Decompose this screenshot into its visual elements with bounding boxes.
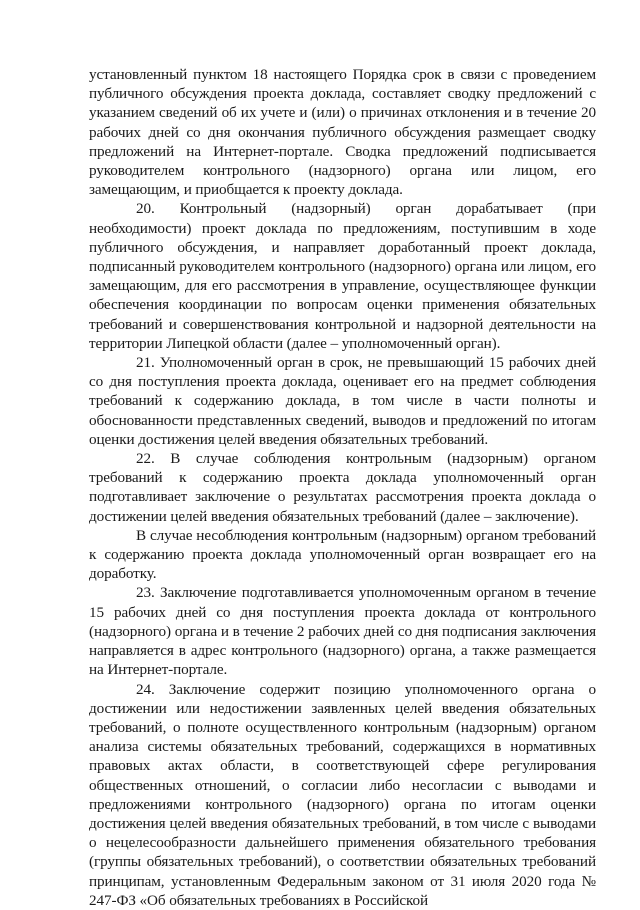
document-body [89, 65, 596, 910]
paragraph-24: 24. Заключение содержит позицию уполномоченного органа о достижении или недостижении заявленных целей введения обязательных требований, о полноте осуществленного контрольным (надзорным) органом анализа системы обязательных требований, содержащихся в нормативных правовых актах области, в соответствующей сфере регулирования общественных отношений, о согласии либо несогласии с выводами и предложениями контрольного (надзорного) органа по итогам оценки достижения целей введения обязательных требований, в том числе с выводами о нецелесообразности дальнейшего применения обязательного требования (группы обязательных требований), о соответствии обязательных требований принципам, установленным Федеральным законом от 31 июля 2020 года № 247-ФЗ «Об обязательных требованиях в Российской [89, 680, 596, 909]
paragraph-21: 21. Уполномоченный орган в срок, не превышающий 15 рабочих дней со дня поступления проекта доклада, оценивает его на предмет соблюдения требований к содержанию доклада, в том числе в части полноты и обоснованности представленных сведений, выводов и предложений по итогам оценки достижения целей введения обязательных требований. [89, 354, 596, 448]
paragraph-22-nonconformity: В случае несоблюдения контрольным (надзорным) органом требований к содержанию проекта доклада уполномоченный орган возвращает его на доработку. [89, 526, 596, 583]
paragraph-19-continuation: установленный пунктом 18 настоящего Порядка срок в связи с проведением публичного обсуждения проекта доклада, составляет сводку предложений с указанием сведений об их учете и (или) о причинах отклонения и в течение 20 рабочих дней со дня окончания публичного обсуждения размещает сводку предложений на Интернет-портале. Сводка предложений подписывается руководителем контрольного (надзорного) органа или лицом, его замещающим, и приобщается к проекту доклада. [89, 66, 596, 199]
paragraph-23: 23. Заключение подготавливается уполномоченным органом в течение 15 рабочих дней со дня поступления проекта доклада от контрольного (надзорного) органа и в течение 2 рабочих дней со дня подписания заключения направляется в адрес контрольного (надзорного) органа, а также размещается на Интернет-портале. [89, 584, 596, 679]
paragraph-22: 22. В случае соблюдения контрольным (надзорным) органом требований к содержанию проекта доклада уполномоченный орган подготавливает заключение о результатах рассмотрения проекта доклада о достижении целей введения обязательных требований (далее – заключение). [89, 450, 596, 525]
paragraph-20: 20. Контрольный (надзорный) орган дорабатывает (при необходимости) проект доклада по предложениям, поступившим в ходе публичного обсуждения, и направляет доработанный проект доклада, подписанный руководителем контрольного (надзорного) органа или лицом, его замещающим, для его рассмотрения в управление, осуществляющее функции обеспечения координации по вопросам оценки применения обязательных требований и совершенствования контрольной и надзорной деятельности на территории Липецкой области (далее – уполномоченный орган). [89, 200, 596, 352]
